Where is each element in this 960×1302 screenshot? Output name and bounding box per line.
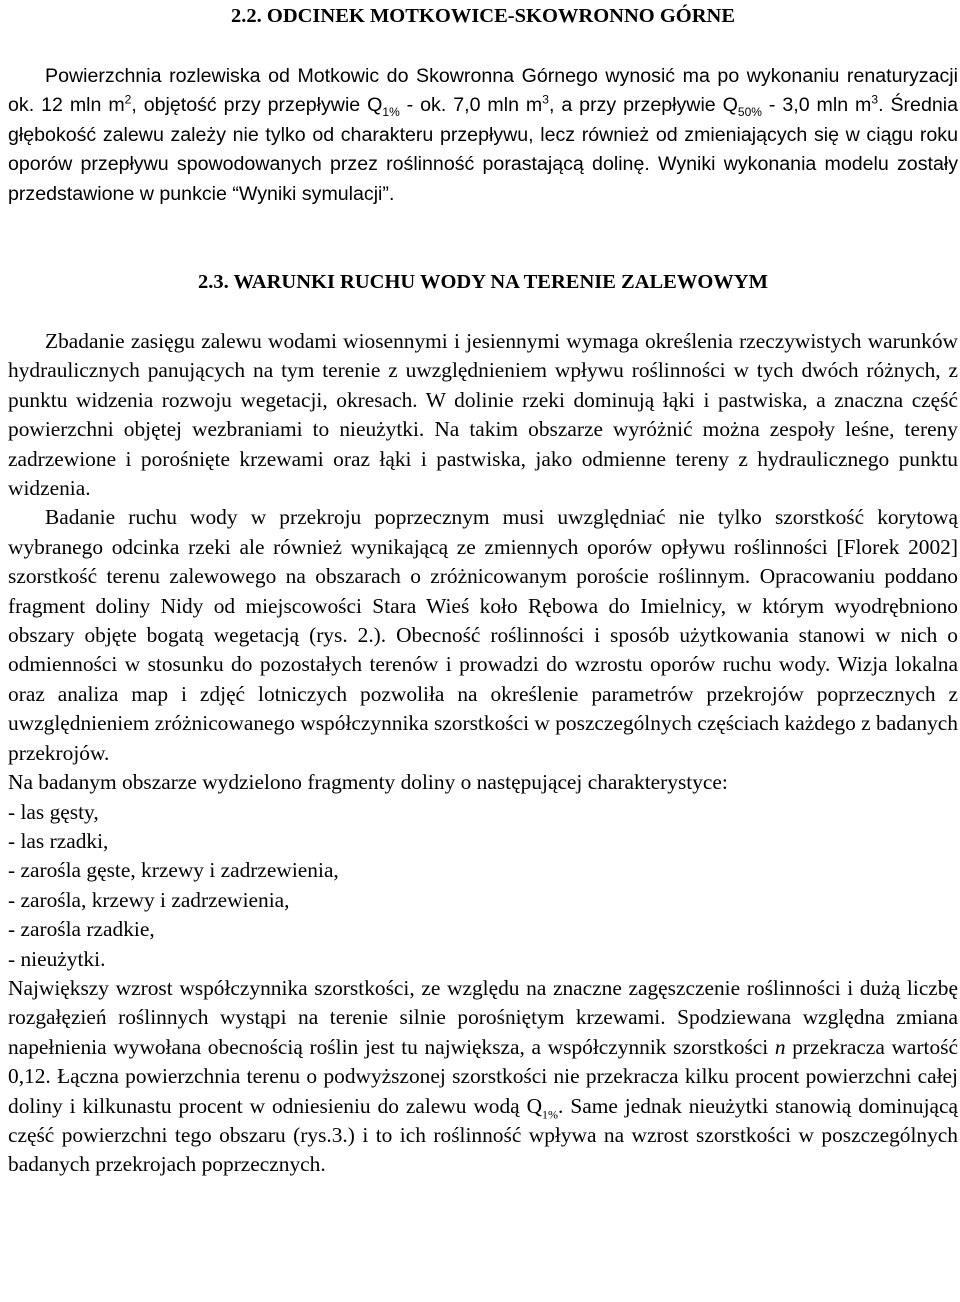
subscript: 1% [542,1106,559,1121]
list-item: - nieużytki. [8,946,106,971]
italic-symbol-n: n [774,1034,786,1059]
paragraph-fragments-intro: Na badanym obszarze wydzielono fragmenty doliny o następującej charakterystyce: [8,770,728,795]
section-2-2-body [8,62,958,209]
paragraph-surface-volume [8,62,958,209]
text-run: - 3,0 mln m [761,94,872,117]
superscript: 2 [124,92,132,107]
section-heading-2-3: 2.3. WARUNKI RUCHU WODY NA TERENIE ZALEWOWYM [198,271,768,293]
list-item: - zarośla gęste, krzewy i zadrzewienia, [8,858,339,883]
text-run: przekracza wartość 0,12. Łączna powierzchnia terenu o podwyższonej szorstkości nie przekracza kilku procent powierzchni całej doliny i kilkunastu procent w odniesieniu do zalewu wodą Q [8,1034,958,1118]
subscript: 1% [382,105,400,120]
text-run: , a przy przepływie Q [548,94,738,117]
paragraph-cross-section: Badanie ruchu wody w przekroju poprzecznym musi uwzględniać nie tylko szorstkość korytową wybranego odcinka rzeki ale również wynikającą ze zmiennych oporów opływu roślinności [Florek 2002] szorstkość terenu zalewowego na obszarach o zróżnicowanym poroście roślinnym. Opracowaniu poddano fragment doliny Nidy od miejscowości Stara Wieś koło Rębowa do Imielnicy, w którym wyodrębniono obszary objęte bogatą wegetacją (rys. 2.). Obecność roślinności i sposób użytkowania stanowi w nich o odmienności w stosunku do pozostałych terenów i prowadzi do wzrostu oporów ruchu wody. Wizja lokalna oraz analiza map i zdjęć lotniczych pozwoliła na określenie parametrów przekrojów poprzecznych z uwzględnieniem zróżnicowanego współczynnika szorstkości w poszczególnych częściach każdego z badanych przekrojów. [8,505,958,765]
text-run: . Średnia głębokość zalewu zależy nie tylko od charakteru przepływu, lecz również od zmieniających się w ciągu roku oporów przepływu spowodowanych przez roślinność porastającą dolinę. Wyniki wykonania modelu zostały przedstawione w punkcie “Wyniki symulacji”. [8,94,959,205]
paragraph-flood-study: Zbadanie zasięgu zalewu wodami wiosennymi i jesiennymi wymaga określenia rzeczywistych warunków hydraulicznych panujących na tym terenie z uwzględnieniem wpływu roślinności w tych dwóch różnych, z punktu widzenia rozwoju wegetacji, okresach. W dolinie rzeki dominują łąki i pastwiska, a znaczna część powierzchni objętej wezbraniami to nieużytki. Na takim obszarze wyróżnić można zespoły leśne, tereny zadrzewione i porośnięte krzewami oraz łąki i pastwiska, jako odmienne tereny z hydraulicznego punktu widzenia. [8,329,958,501]
text-run: Powierzchnia rozlewiska od Motkowic do Skowronna Górnego wynosić ma po wykonaniu renaturyzacji ok. 12 mln m [8,65,958,117]
text-run: , objętość przy przepływie Q [131,94,383,117]
section-2-3-body [8,327,958,1180]
subscript: 50% [737,105,762,120]
section-heading-2-2: 2.2. ODCINEK MOTKOWICE-SKOWRONNO GÓRNE [231,5,735,27]
list-item: - las rzadki, [8,828,109,853]
text-run: . Same jednak nieużytki stanowią dominującą część powierzchni tego obszaru (rys.3.) i to ich roślinność wpływa na wzrost szorstkości w poszczególnych badanych przekrojach poprzecznych. [8,1093,958,1177]
text-run: - ok. 7,0 mln m [399,94,543,117]
superscript: 3 [871,92,879,107]
superscript: 3 [542,92,549,107]
paragraph-roughness-conclusion [8,974,958,1180]
list-item: - las gęsty, [8,799,99,824]
vegetation-type-list [8,798,958,974]
list-item: - zarośla, krzewy i zadrzewienia, [8,887,290,912]
text-run: Największy wzrost współczynnika szorstkości, ze względu na znaczne zagęszczenie roślinności i dużą liczbę rozgałęzień roślinnych wystąpi na terenie silnie porośniętym krzewami. Spodziewana względna zmiana napełnienia wywołana obecnością roślin jest tu największa, a współczynnik szorstkości [8,975,958,1059]
list-item: - zarośla rzadkie, [8,917,155,942]
